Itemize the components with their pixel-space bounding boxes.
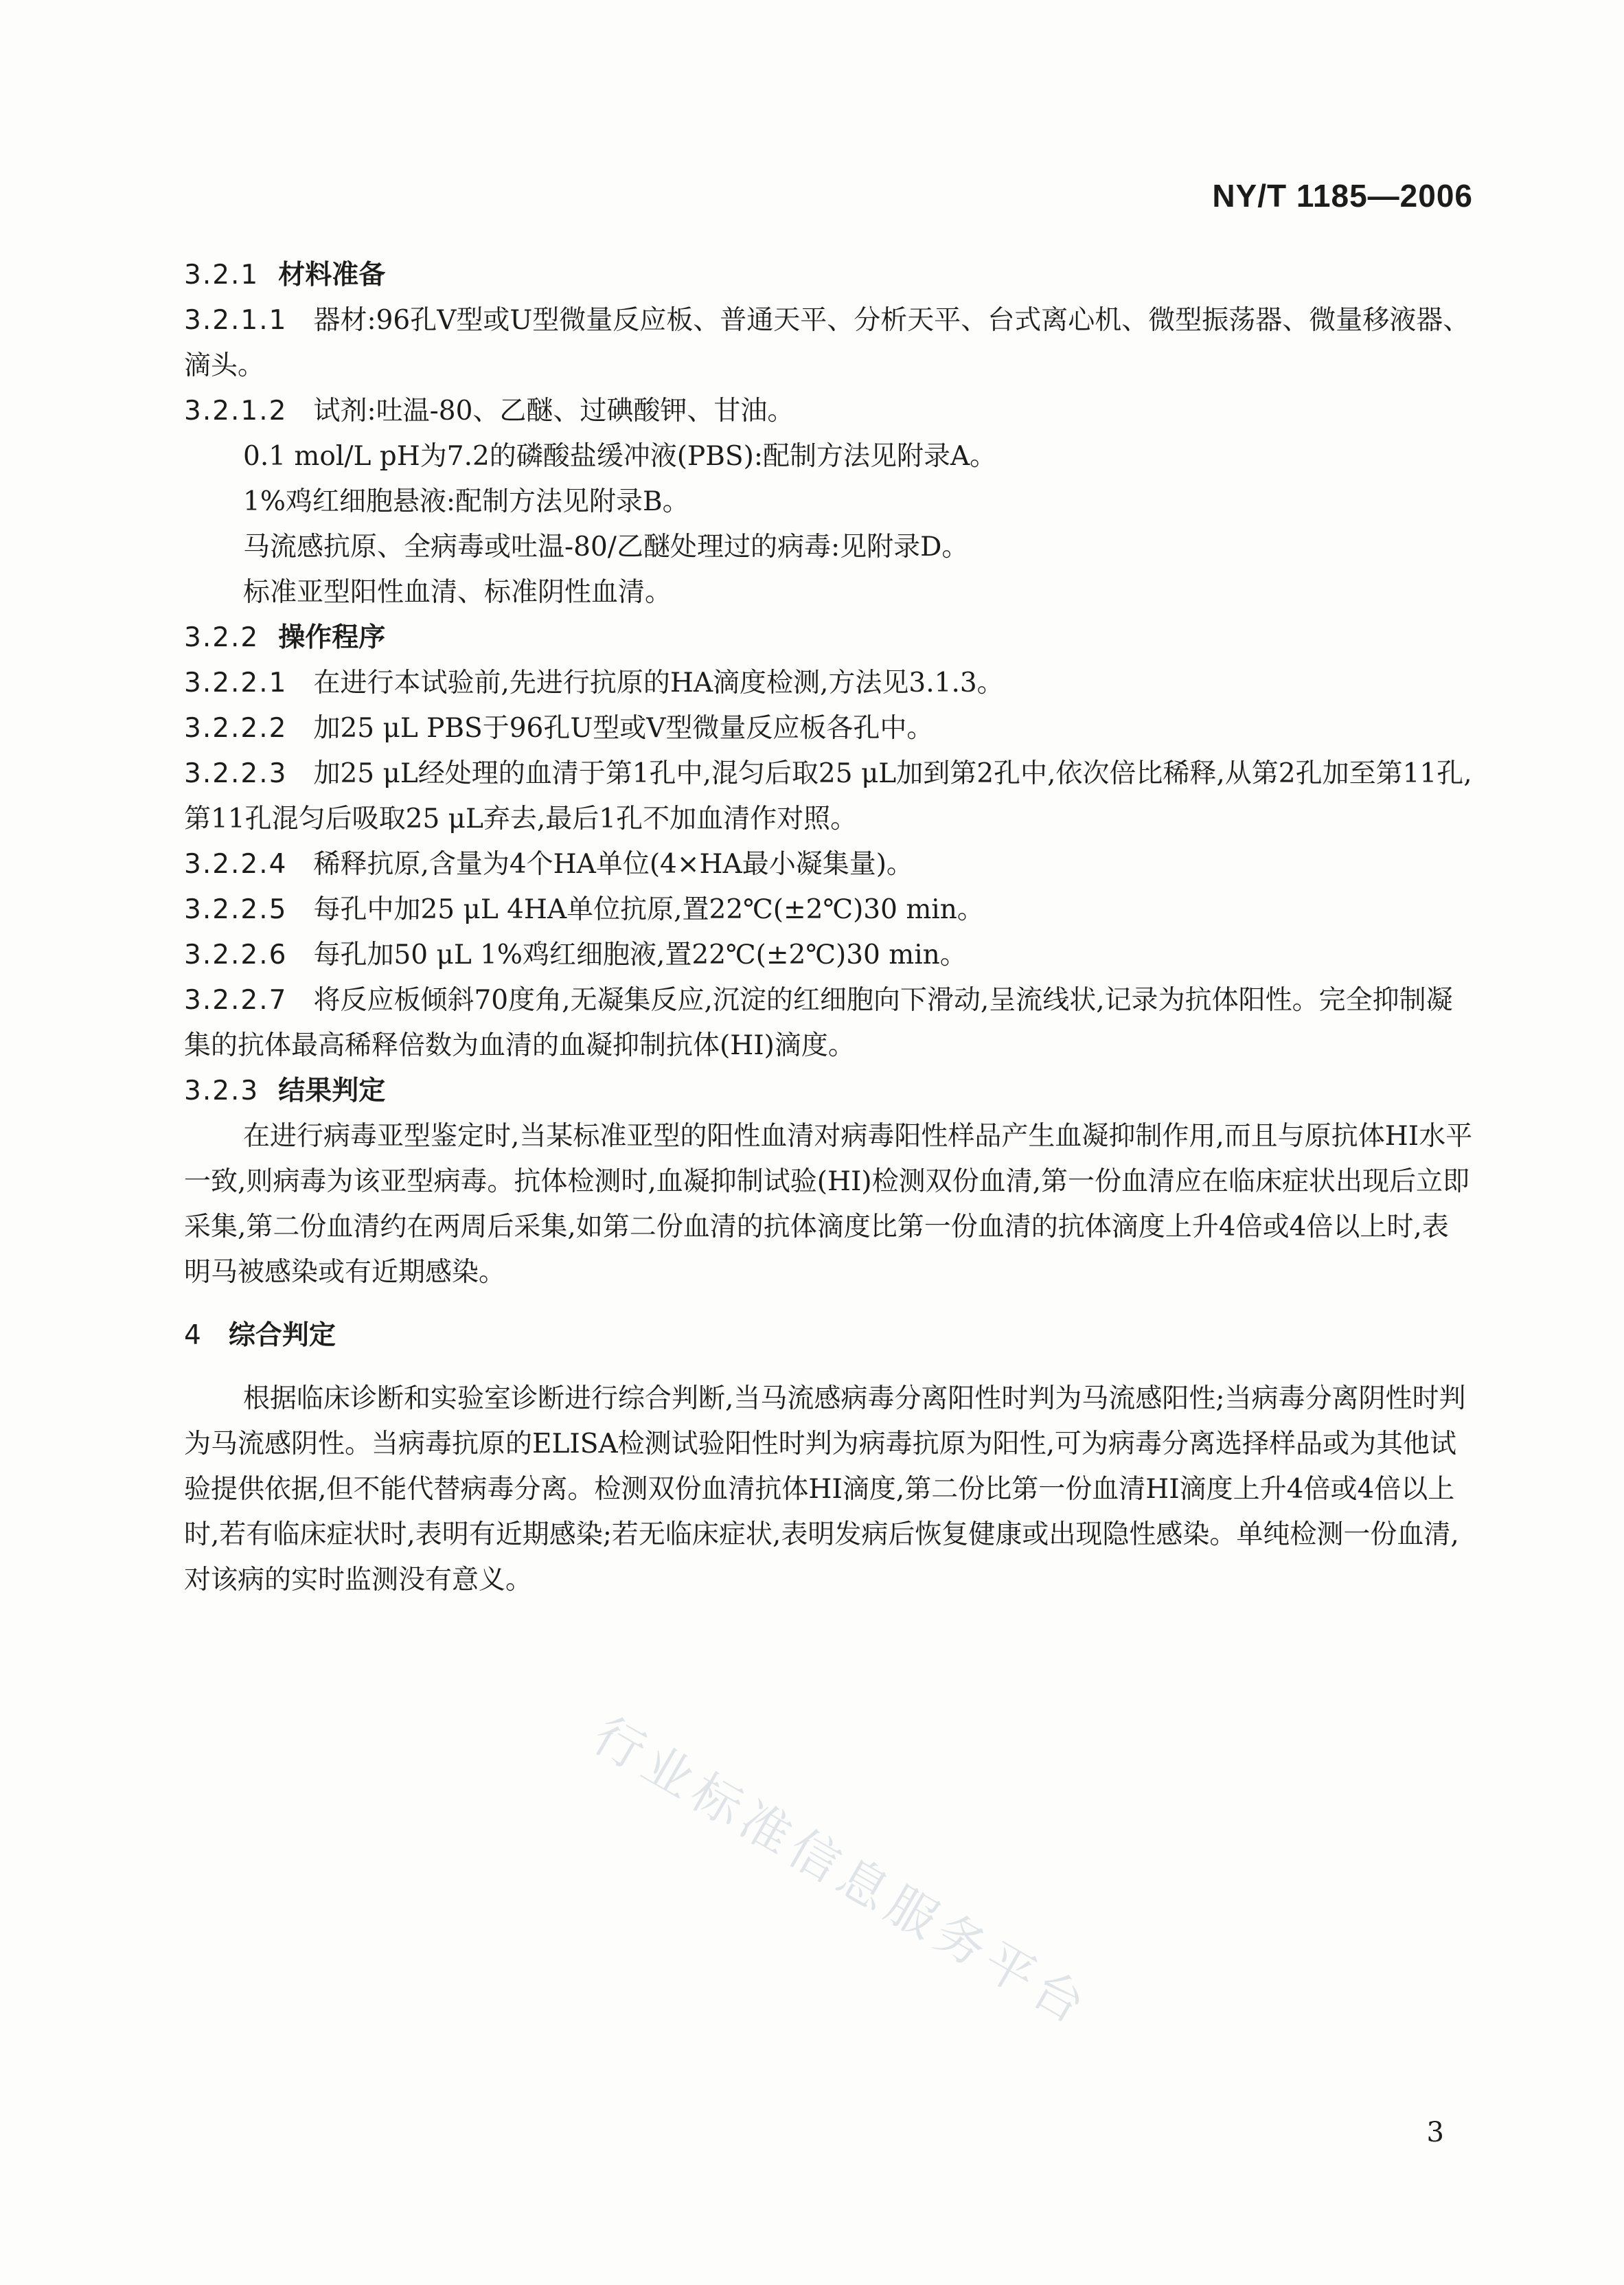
clause-text: 试剂:吐温-80、乙醚、过碘酸钾、甘油。 [313, 396, 794, 427]
clause-3-2-2-5 [184, 887, 1475, 933]
clause-text: 将反应板倾斜70度角,无凝集反应,沉淀的红细胞向下滑动,呈流线状,记录为抗体阳性。完全抑制凝集的抗体最高稀释倍数为血清的血凝抑制抗体(HI)滴度。 [184, 985, 1453, 1061]
clause-text: 器材:96孔V型或U型微量反应板、普通天平、分析天平、台式离心机、微型振荡器、微量移液器、滴头。 [184, 305, 1470, 381]
clause-number: 3.2.2.5 [184, 894, 288, 925]
clause-number: 3.2.2.7 [184, 985, 288, 1016]
standard-code: NY/T 1185—2006 [1212, 178, 1473, 214]
section-3-2-3-heading [184, 1069, 1475, 1114]
section-title: 材料准备 [278, 260, 386, 291]
reagent-item: 马流感抗原、全病毒或吐温-80/乙醚处理过的病毒:见附录D。 [243, 532, 969, 562]
clause-3-2-1-2 [184, 389, 1475, 434]
section-title: 结果判定 [278, 1076, 386, 1106]
clause-text: 每孔加50 μL 1%鸡红细胞液,置22℃(±2℃)30 min。 [313, 940, 967, 970]
reagent-item: 标准亚型阳性血清、标准阴性血清。 [243, 577, 672, 608]
clause-number: 3.2.2.1 [184, 668, 288, 698]
section-title: 综合判定 [228, 1320, 336, 1351]
clause-text: 每孔中加25 μL 4HA单位抗原,置22℃(±2℃)30 min。 [313, 894, 984, 925]
section-number: 3.2.3 [184, 1076, 260, 1106]
result-judgement-paragraph: 在进行病毒亚型鉴定时,当某标准亚型的阳性血清对病毒阳性样品产生血凝抑制作用,而且与原抗体HI水平一致,则病毒为该亚型病毒。抗体检测时,血凝抑制试验(HI)检测双份血清,第一份血清应在临床症状出现后立即采集,第二份血清约在两周后采集,如第二份血清的抗体滴度比第一份血清的抗体滴度上升4倍或4倍以上时,表明马被感染或有近期感染。 [184, 1121, 1473, 1288]
clause-3-2-2-7 [184, 978, 1475, 1069]
section-number: 3.2.1 [184, 260, 260, 291]
clause-3-2-2-2 [184, 706, 1475, 751]
clause-number: 3.2.2.2 [184, 713, 288, 744]
comprehensive-judgement-paragraph: 根据临床诊断和实验室诊断进行综合判断,当马流感病毒分离阳性时判为马流感阳性;当病毒分离阴性时判为马流感阴性。当病毒抗原的ELISA检测试验阳性时判为病毒抗原为阳性,可为病毒分离选择样品或为其他试验提供依据,但不能代替病毒分离。检测双份血清抗体HI滴度,第二份比第一份血清HI滴度上升4倍或4倍以上时,若有临床症状时,表明有近期感染;若无临床症状,表明发病后恢复健康或出现隐性感染。单纯检测一份血清,对该病的实时监测没有意义。 [184, 1383, 1466, 1595]
clause-3-2-2-6 [184, 933, 1475, 978]
page-number: 3 [1426, 2117, 1444, 2148]
section-4-heading [184, 1313, 1475, 1359]
clause-number: 3.2.1.1 [184, 305, 288, 336]
clause-number: 3.2.1.2 [184, 396, 288, 427]
clause-number: 3.2.2.3 [184, 758, 288, 789]
clause-3-2-2-1 [184, 661, 1475, 706]
clause-3-2-1-1 [184, 298, 1475, 389]
section-number: 4 [184, 1320, 203, 1351]
clause-text: 加25 μL PBS于96孔U型或V型微量反应板各孔中。 [313, 713, 934, 744]
clause-text: 稀释抗原,含量为4个HA单位(4×HA最小凝集量)。 [313, 849, 913, 880]
watermark: 行业标准信息服务平台 [584, 1705, 1101, 2038]
clause-3-2-2-3 [184, 751, 1475, 842]
reagent-item: 1%鸡红细胞悬液:配制方法见附录B。 [243, 486, 689, 517]
clause-number: 3.2.2.4 [184, 849, 288, 880]
reagent-item: 0.1 mol/L pH为7.2的磷酸盐缓冲液(PBS):配制方法见附录A。 [243, 441, 997, 472]
clause-text: 加25 μL经处理的血清于第1孔中,混匀后取25 μL加到第2孔中,依次倍比稀释,从第2孔加至第11孔,第11孔混匀后吸取25 μL弃去,最后1孔不加血清作对照。 [184, 758, 1472, 834]
section-number: 3.2.2 [184, 622, 260, 653]
clause-number: 3.2.2.6 [184, 940, 288, 970]
clause-text: 在进行本试验前,先进行抗原的HA滴度检测,方法见3.1.3。 [313, 668, 1004, 698]
clause-3-2-2-4 [184, 842, 1475, 887]
section-3-2-2-heading [184, 615, 1475, 661]
section-3-2-1-heading [184, 253, 1475, 298]
document-body [184, 253, 1475, 1603]
section-title: 操作程序 [278, 622, 386, 653]
